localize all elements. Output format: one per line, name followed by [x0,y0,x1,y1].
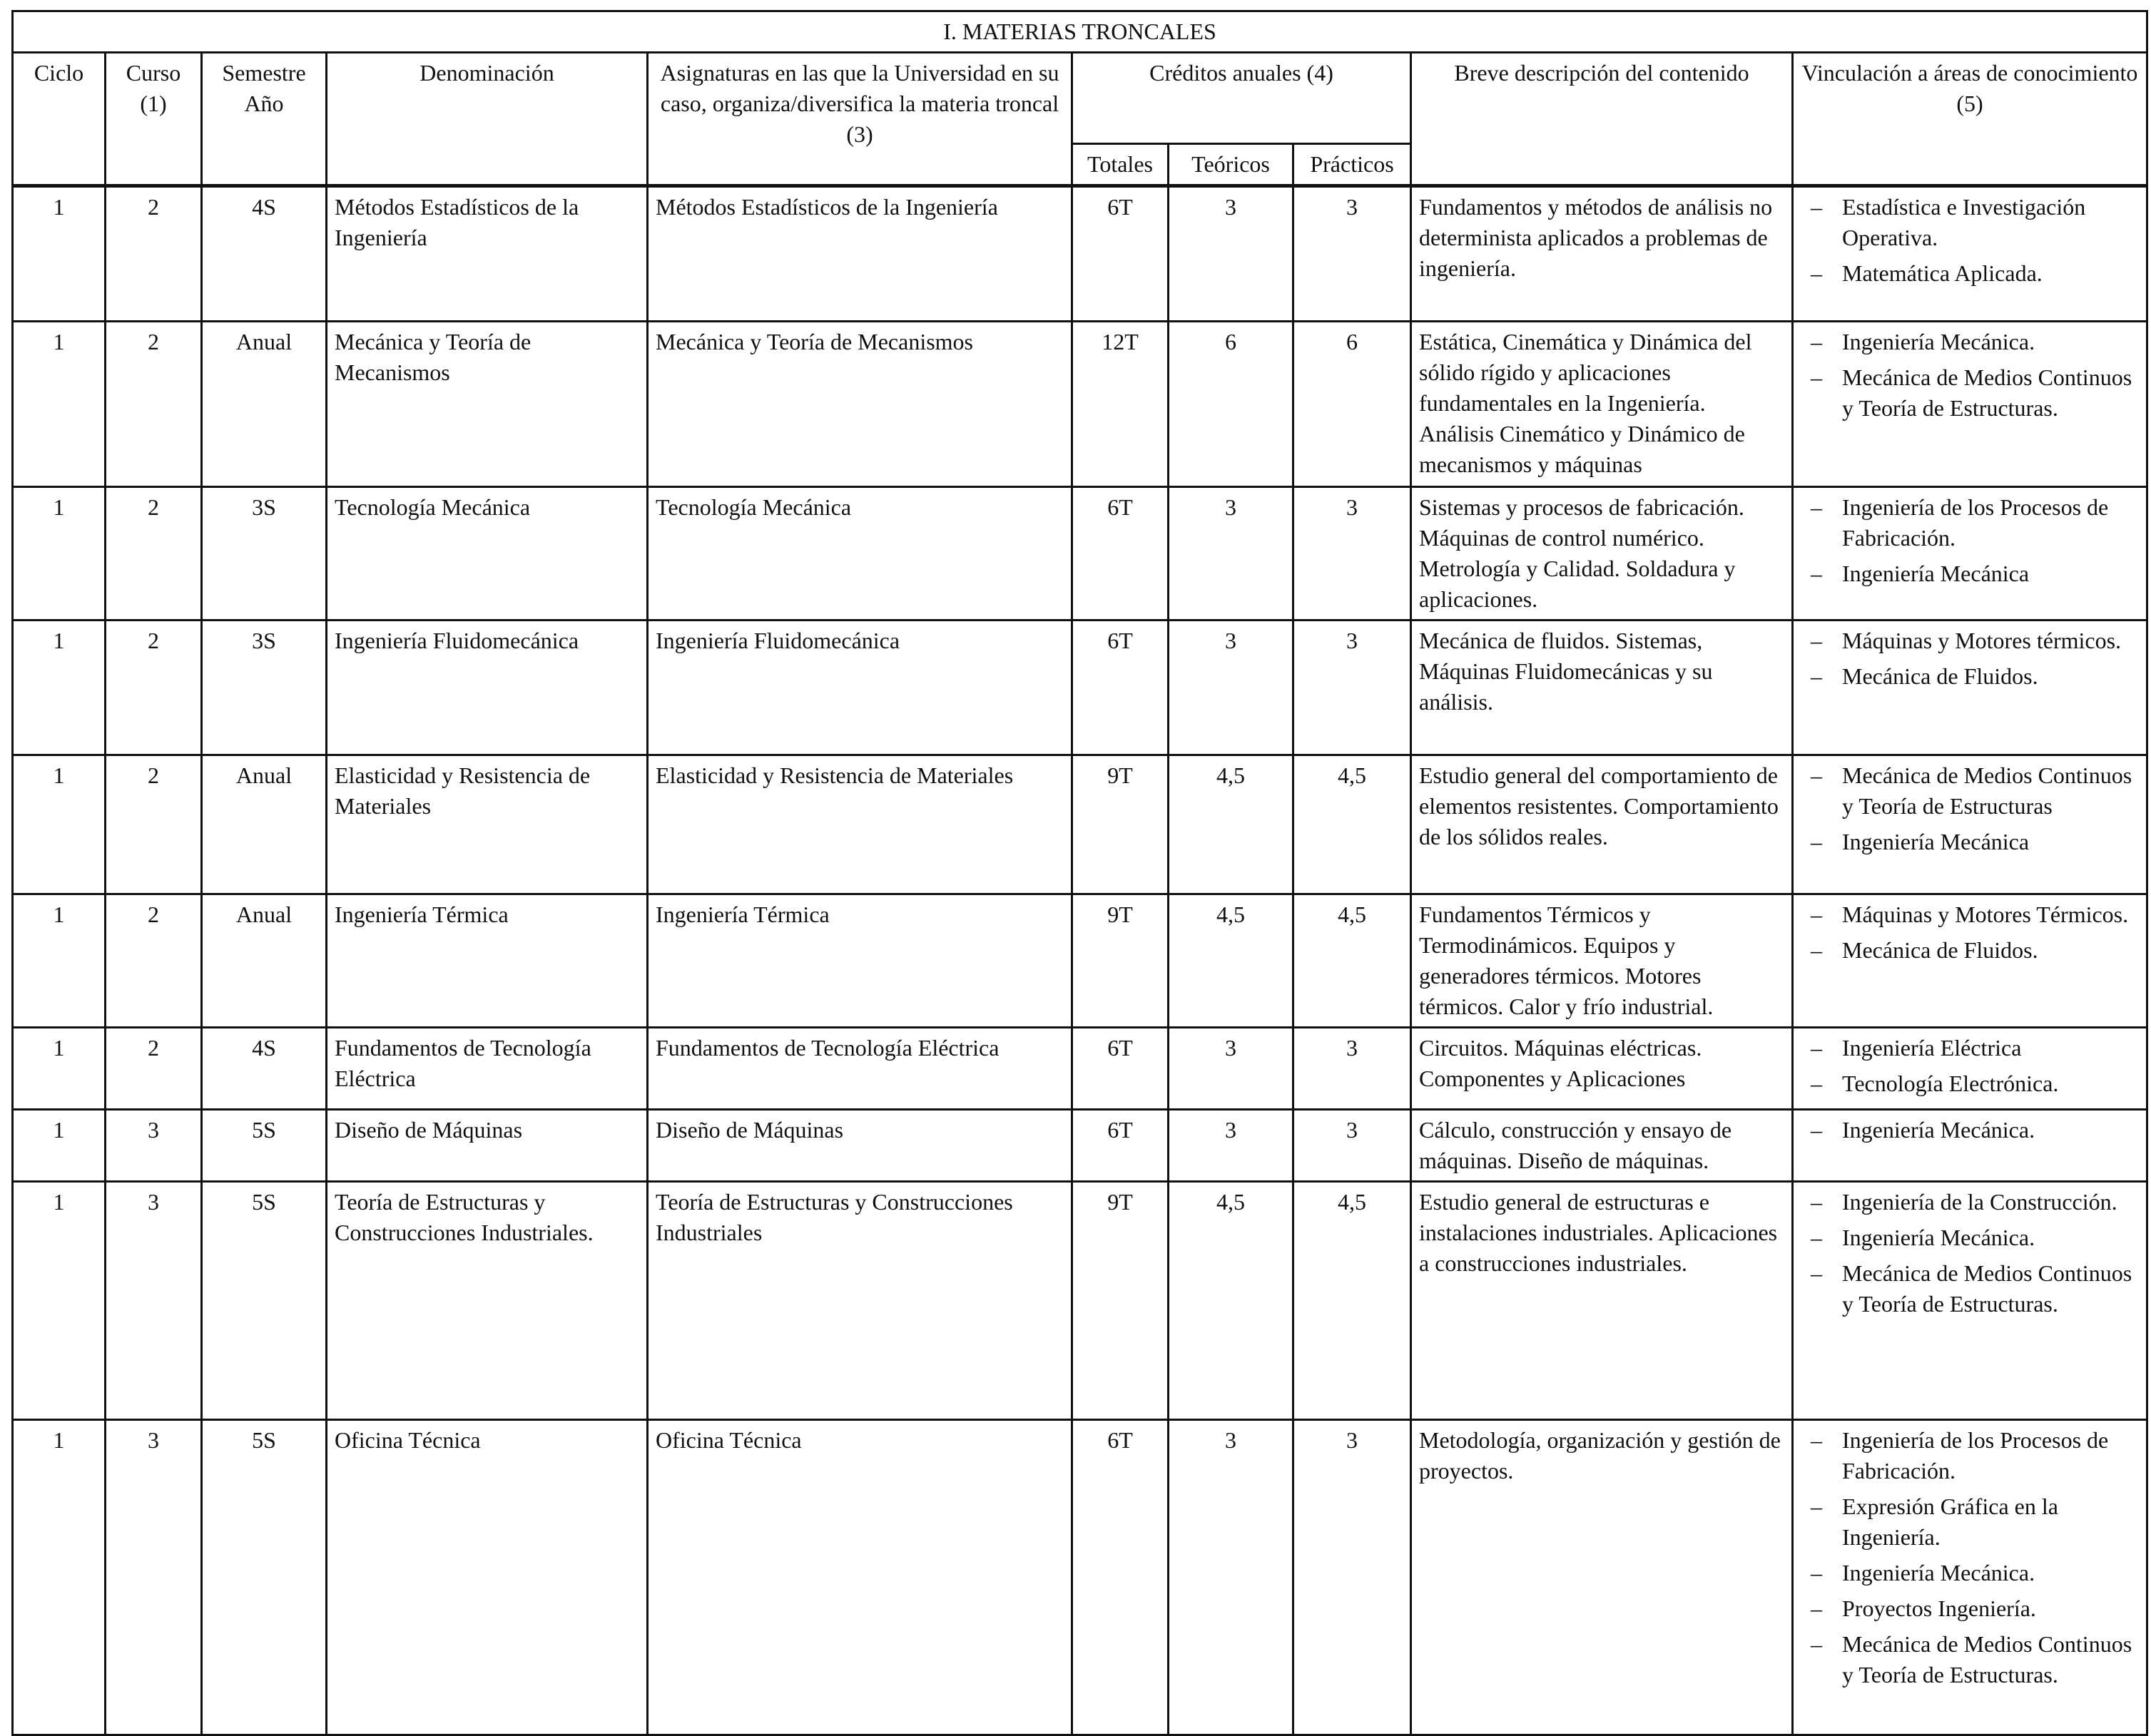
cell-descripcion: Estudio general de estructuras e instalaciones industriales. Aplicaciones a construcciones industriales. [1411,1182,1793,1420]
area-label: Ingeniería de los Procesos de Fabricación. [1842,1427,2109,1484]
cell-totales: 9T [1072,894,1169,1028]
area-item [1801,1068,2139,1099]
cell-totales: 6T [1072,1110,1169,1182]
area-label: Matemática Aplicada. [1842,260,2043,286]
area-label: Mecánica de Medios Continuos y Teoría de Estructuras [1842,762,2132,819]
area-label: Mecánica de Medios Continuos y Teoría de Estructuras. [1842,364,2132,421]
cell-practicos: 3 [1293,621,1411,755]
area-item [1801,827,2139,857]
cell-curso: 2 [106,621,202,755]
dash-bullet-icon: – [1811,1071,1822,1096]
cell-denominacion: Oficina Técnica [327,1420,648,1735]
cell-vinculacion [1793,894,2147,1028]
dash-bullet-icon: – [1811,364,1822,390]
dash-bullet-icon: – [1811,1494,1822,1519]
table-row [13,186,2147,322]
dash-bullet-icon: – [1811,1427,1822,1453]
cell-asignatura: Oficina Técnica [648,1420,1072,1735]
cell-semestre: 4S [202,1028,327,1110]
areas-list [1801,492,2139,589]
dash-bullet-icon: – [1811,561,1822,586]
table-row [13,322,2147,487]
cell-totales: 9T [1072,755,1169,894]
cell-vinculacion [1793,621,2147,755]
areas-list [1801,1033,2139,1099]
cell-teoricos: 4,5 [1169,755,1293,894]
dash-bullet-icon: – [1811,1560,1822,1586]
dash-bullet-icon: – [1811,829,1822,854]
cell-denominacion: Ingeniería Fluidomecánica [327,621,648,755]
area-label: Ingeniería de los Procesos de Fabricación. [1842,494,2109,551]
area-item [1801,661,2139,692]
cell-semestre: 3S [202,487,327,621]
header-totales: Totales [1072,144,1169,186]
areas-list [1801,192,2139,289]
area-item [1801,327,2139,357]
cell-descripcion: Mecánica de fluidos. Sistemas, Máquinas Fluidomecánicas y su análisis. [1411,621,1793,755]
cell-denominacion: Mecánica y Teoría de Mecanismos [327,322,648,487]
area-item [1801,1258,2139,1319]
cell-denominacion: Diseño de Máquinas [327,1110,648,1182]
cell-semestre: 4S [202,186,327,322]
cell-semestre: 5S [202,1110,327,1182]
header-teoricos: Teóricos [1169,144,1293,186]
cell-curso: 2 [106,1028,202,1110]
table-row [13,1420,2147,1735]
cell-teoricos: 3 [1169,621,1293,755]
cell-practicos: 3 [1293,487,1411,621]
cell-denominacion: Elasticidad y Resistencia de Materiales [327,755,648,894]
header-practicos: Prácticos [1293,144,1411,186]
area-label: Máquinas y Motores térmicos. [1842,628,2122,653]
cell-descripcion: Sistemas y procesos de fabricación. Máquinas de control numérico. Metrología y Calidad. Soldadura y aplicaciones. [1411,487,1793,621]
cell-descripcion: Fundamentos Térmicos y Termodinámicos. Equipos y generadores térmicos. Motores térmicos. Calor y frío industrial. [1411,894,1793,1028]
area-item [1801,1115,2139,1145]
cell-curso: 2 [106,186,202,322]
materias-troncales-table [11,10,2148,1736]
cell-totales: 6T [1072,487,1169,621]
dash-bullet-icon: – [1811,194,1822,220]
dash-bullet-icon: – [1811,1035,1822,1061]
cell-ciclo: 1 [13,322,106,487]
areas-list [1801,1115,2139,1145]
cell-denominacion: Ingeniería Térmica [327,894,648,1028]
cell-asignatura: Teoría de Estructuras y Construcciones Industriales [648,1182,1072,1420]
cell-semestre: 5S [202,1420,327,1735]
cell-curso: 3 [106,1110,202,1182]
cell-ciclo: 1 [13,1028,106,1110]
area-item [1801,492,2139,553]
area-label: Mecánica de Fluidos. [1842,937,2038,963]
dash-bullet-icon: – [1811,494,1822,520]
cell-vinculacion [1793,1182,2147,1420]
cell-denominacion: Tecnología Mecánica [327,487,648,621]
cell-asignatura: Métodos Estadísticos de la Ingeniería [648,186,1072,322]
cell-semestre: Anual [202,755,327,894]
cell-vinculacion [1793,186,2147,322]
area-label: Ingeniería Mecánica. [1842,1225,2035,1250]
cell-asignatura: Diseño de Máquinas [648,1110,1072,1182]
cell-totales: 6T [1072,1028,1169,1110]
header-denominacion: Denominación [327,53,648,186]
cell-practicos: 6 [1293,322,1411,487]
area-item [1801,899,2139,930]
dash-bullet-icon: – [1811,329,1822,354]
cell-denominacion: Métodos Estadísticos de la Ingeniería [327,186,648,322]
cell-descripcion: Circuitos. Máquinas eléctricas. Componentes y Aplicaciones [1411,1028,1793,1110]
area-label: Estadística e Investigación Operativa. [1842,194,2086,250]
area-label: Ingeniería Mecánica [1842,561,2030,586]
cell-totales: 6T [1072,621,1169,755]
header-curso: Curso (1) [106,53,202,186]
cell-curso: 2 [106,322,202,487]
area-label: Ingeniería Mecánica. [1842,329,2035,354]
areas-list [1801,1425,2139,1690]
area-label: Ingeniería Mecánica. [1842,1560,2035,1586]
dash-bullet-icon: – [1811,1260,1822,1286]
cell-vinculacion [1793,1110,2147,1182]
cell-curso: 3 [106,1420,202,1735]
area-label: Ingeniería Mecánica [1842,829,2030,854]
area-item [1801,1222,2139,1253]
cell-ciclo: 1 [13,1110,106,1182]
cell-semestre: 3S [202,621,327,755]
area-label: Ingeniería Eléctrica [1842,1035,2022,1061]
area-label: Ingeniería Mecánica. [1842,1117,2035,1143]
cell-denominacion: Teoría de Estructuras y Construcciones Industriales. [327,1182,648,1420]
area-item [1801,760,2139,822]
table-row [13,1028,2147,1110]
areas-list [1801,899,2139,966]
cell-practicos: 3 [1293,1028,1411,1110]
area-item [1801,935,2139,966]
areas-list [1801,626,2139,692]
cell-ciclo: 1 [13,755,106,894]
area-item [1801,1187,2139,1217]
cell-teoricos: 3 [1169,1110,1293,1182]
cell-teoricos: 4,5 [1169,1182,1293,1420]
cell-descripcion: Estática, Cinemática y Dinámica del sólido rígido y aplicaciones fundamentales en la Ingeniería. Análisis Cinemático y Dinámico de mecanismos y máquinas [1411,322,1793,487]
header-ciclo: Ciclo [13,53,106,186]
cell-practicos: 4,5 [1293,755,1411,894]
dash-bullet-icon: – [1811,260,1822,286]
cell-curso: 2 [106,487,202,621]
cell-practicos: 4,5 [1293,1182,1411,1420]
area-item [1801,1491,2139,1553]
cell-vinculacion [1793,755,2147,894]
area-label: Proyectos Ingeniería. [1842,1595,2036,1621]
area-label: Tecnología Electrónica. [1842,1071,2059,1096]
cell-practicos: 3 [1293,1110,1411,1182]
areas-list [1801,327,2139,424]
cell-ciclo: 1 [13,894,106,1028]
cell-teoricos: 3 [1169,1028,1293,1110]
area-label: Mecánica de Fluidos. [1842,663,2038,689]
table-body [13,186,2147,1735]
cell-ciclo: 1 [13,186,106,322]
cell-teoricos: 3 [1169,186,1293,322]
cell-teoricos: 4,5 [1169,894,1293,1028]
cell-asignatura: Ingeniería Fluidomecánica [648,621,1072,755]
dash-bullet-icon: – [1811,1631,1822,1657]
areas-list [1801,1187,2139,1319]
table-title: I. MATERIAS TRONCALES [13,11,2147,53]
cell-descripcion: Estudio general del comportamiento de elementos resistentes. Comportamiento de los sólidos reales. [1411,755,1793,894]
cell-ciclo: 1 [13,1182,106,1420]
cell-asignatura: Tecnología Mecánica [648,487,1072,621]
header-semestre: Semestre Año [202,53,327,186]
cell-semestre: 5S [202,1182,327,1420]
dash-bullet-icon: – [1811,1225,1822,1250]
dash-bullet-icon: – [1811,902,1822,927]
area-item [1801,1629,2139,1690]
table-row [13,1110,2147,1182]
cell-vinculacion [1793,487,2147,621]
cell-vinculacion [1793,1028,2147,1110]
table-row [13,487,2147,621]
cell-asignatura: Fundamentos de Tecnología Eléctrica [648,1028,1072,1110]
dash-bullet-icon: – [1811,762,1822,788]
cell-totales: 6T [1072,1420,1169,1735]
cell-vinculacion [1793,1420,2147,1735]
cell-curso: 2 [106,894,202,1028]
header-descripcion: Breve descripción del contenido [1411,53,1793,186]
area-label: Ingeniería de la Construcción. [1842,1189,2117,1215]
dash-bullet-icon: – [1811,937,1822,963]
cell-teoricos: 3 [1169,1420,1293,1735]
cell-denominacion: Fundamentos de Tecnología Eléctrica [327,1028,648,1110]
header-creditos: Créditos anuales (4) [1072,53,1411,144]
cell-curso: 2 [106,755,202,894]
table-row [13,1182,2147,1420]
areas-list [1801,760,2139,857]
area-item [1801,258,2139,289]
cell-practicos: 3 [1293,186,1411,322]
cell-descripcion: Fundamentos y métodos de análisis no determinista aplicados a problemas de ingeniería. [1411,186,1793,322]
cell-asignatura: Ingeniería Térmica [648,894,1072,1028]
area-label: Mecánica de Medios Continuos y Teoría de Estructuras. [1842,1631,2132,1688]
area-label: Mecánica de Medios Continuos y Teoría de Estructuras. [1842,1260,2132,1317]
dash-bullet-icon: – [1811,1595,1822,1621]
cell-descripcion: Cálculo, construcción y ensayo de máquinas. Diseño de máquinas. [1411,1110,1793,1182]
dash-bullet-icon: – [1811,628,1822,653]
cell-vinculacion [1793,322,2147,487]
area-item [1801,1558,2139,1588]
cell-totales: 12T [1072,322,1169,487]
cell-teoricos: 3 [1169,487,1293,621]
header-asignaturas: Asignaturas en las que la Universidad en su caso, organiza/diversifica la materia troncal (3) [648,53,1072,186]
cell-totales: 6T [1072,186,1169,322]
dash-bullet-icon: – [1811,663,1822,689]
area-item [1801,558,2139,589]
cell-practicos: 4,5 [1293,894,1411,1028]
header-vinculacion: Vinculación a áreas de conocimiento (5) [1793,53,2147,186]
cell-ciclo: 1 [13,487,106,621]
table-row [13,621,2147,755]
area-item [1801,362,2139,424]
area-label: Expresión Gráfica en la Ingeniería. [1842,1494,2058,1550]
cell-totales: 9T [1072,1182,1169,1420]
cell-curso: 3 [106,1182,202,1420]
cell-practicos: 3 [1293,1420,1411,1735]
cell-semestre: Anual [202,322,327,487]
cell-descripcion: Metodología, organización y gestión de proyectos. [1411,1420,1793,1735]
cell-teoricos: 6 [1169,322,1293,487]
cell-asignatura: Mecánica y Teoría de Mecanismos [648,322,1072,487]
area-label: Máquinas y Motores Térmicos. [1842,902,2129,927]
area-item [1801,192,2139,253]
dash-bullet-icon: – [1811,1117,1822,1143]
area-item [1801,1425,2139,1486]
table-row [13,894,2147,1028]
area-item [1801,1593,2139,1624]
cell-ciclo: 1 [13,1420,106,1735]
dash-bullet-icon: – [1811,1189,1822,1215]
cell-ciclo: 1 [13,621,106,755]
area-item [1801,1033,2139,1063]
cell-semestre: Anual [202,894,327,1028]
cell-asignatura: Elasticidad y Resistencia de Materiales [648,755,1072,894]
table-row [13,755,2147,894]
area-item [1801,626,2139,656]
